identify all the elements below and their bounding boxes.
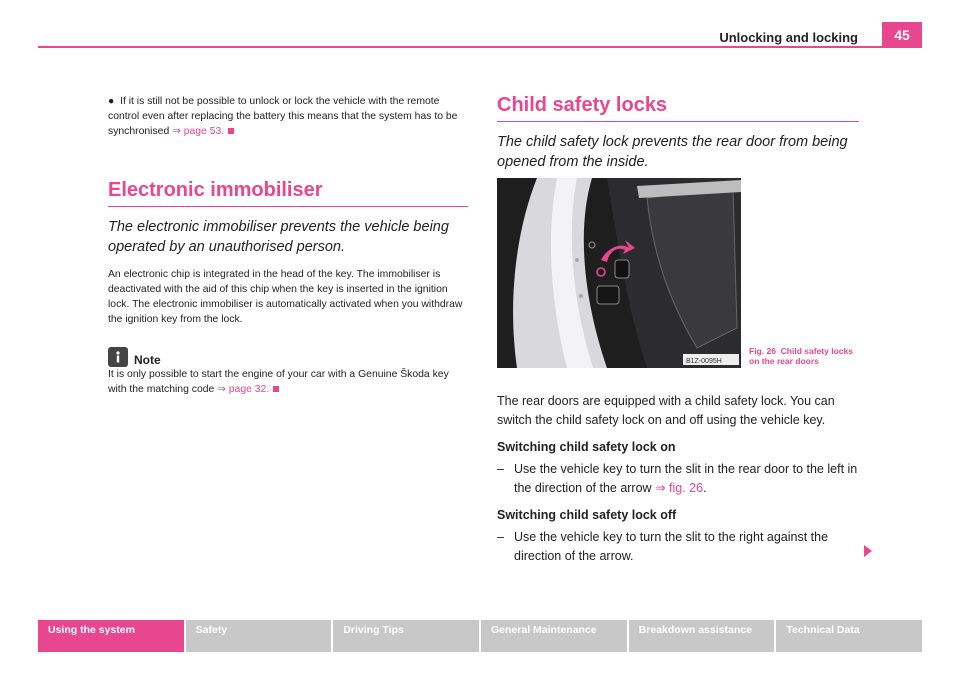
step-lock-off-text: Use the vehicle key to turn the slit to the right against the direction of the arrow. — [514, 530, 829, 563]
step-lock-on — [497, 460, 859, 498]
page-number: 45 — [882, 22, 922, 48]
figure-26 — [497, 178, 741, 368]
figure-caption-text: Child safety locks on the rear doors — [749, 346, 853, 366]
lead-immobiliser: The electronic immobiliser prevents the vehicle being operated by an unauthorised person. — [108, 219, 449, 255]
section-title-immobiliser: Electronic immobiliser — [108, 179, 468, 207]
lead-child-locks: The child safety lock prevents the rear door from being opened from the inside. — [497, 134, 848, 170]
bullet-dot: ● — [108, 96, 115, 107]
header-rule — [38, 46, 922, 48]
step-dash: – — [497, 462, 504, 476]
note-text — [108, 367, 468, 397]
note-icon — [108, 347, 128, 367]
step-lock-on-end: . — [703, 481, 707, 495]
end-of-section-mark — [228, 128, 234, 134]
figure-code: B1Z-0095H — [686, 358, 722, 365]
left-column — [108, 94, 468, 397]
paragraph-child-locks: The rear doors are equipped with a child safety lock. You can switch the child safety lock on and off using the vehicle key. — [497, 394, 835, 427]
child-locks-body — [497, 392, 859, 566]
section-title-child-locks: Child safety locks — [497, 94, 859, 122]
chapter-nav — [38, 620, 922, 652]
note-title: Note — [134, 353, 161, 367]
bullet-text: If it is still not be possible to unlock or lock the vehicle with the remote control even after replacing the battery this means that the system has to be synchronised — [108, 96, 458, 137]
fig-ref[interactable]: ⇒ fig. 26 — [655, 481, 704, 495]
nav-tab-safety[interactable]: Safety — [186, 620, 332, 652]
bullet-paragraph — [108, 94, 468, 139]
nav-tab-breakdown-assistance[interactable]: Breakdown assistance — [629, 620, 775, 652]
end-of-section-mark — [273, 386, 279, 392]
figure-caption-label: Fig. 26 — [749, 346, 776, 356]
running-header-title: Unlocking and locking — [719, 30, 858, 45]
note-text-body: It is only possible to start the engine of your car with a Genuine Škoda key with the matching code — [108, 369, 449, 395]
continue-arrow-icon — [864, 545, 872, 557]
step-lock-off — [497, 528, 859, 566]
paragraph-immobiliser: An electronic chip is integrated in the head of the key. The immobiliser is deactivated with the aid of this chip when the key is inserted in the ignition lock. The electronic immobiliser is automatically activated when you withdraw the ignition key from the lock. — [108, 269, 463, 325]
subheading-lock-on: Switching child safety lock on — [497, 440, 676, 454]
right-column — [497, 94, 859, 172]
step-lock-on-text: Use the vehicle key to turn the slit in the rear door to the left in the direction of the arrow — [514, 462, 858, 495]
nav-tab-technical-data[interactable]: Technical Data — [776, 620, 922, 652]
step-dash: – — [497, 530, 504, 544]
step-lock-on-text-wrap — [514, 460, 859, 498]
bullet-page-ref[interactable]: ⇒ page 53. — [172, 126, 225, 137]
nav-tab-using-the-system[interactable]: Using the system — [38, 620, 184, 652]
nav-tab-driving-tips[interactable]: Driving Tips — [333, 620, 479, 652]
nav-tab-general-maintenance[interactable]: General Maintenance — [481, 620, 627, 652]
note-heading — [108, 347, 468, 367]
subheading-lock-off: Switching child safety lock off — [497, 508, 677, 522]
note-page-ref[interactable]: ⇒ page 32. — [217, 384, 270, 395]
door-illustration — [497, 178, 741, 368]
figure-caption — [749, 346, 861, 366]
